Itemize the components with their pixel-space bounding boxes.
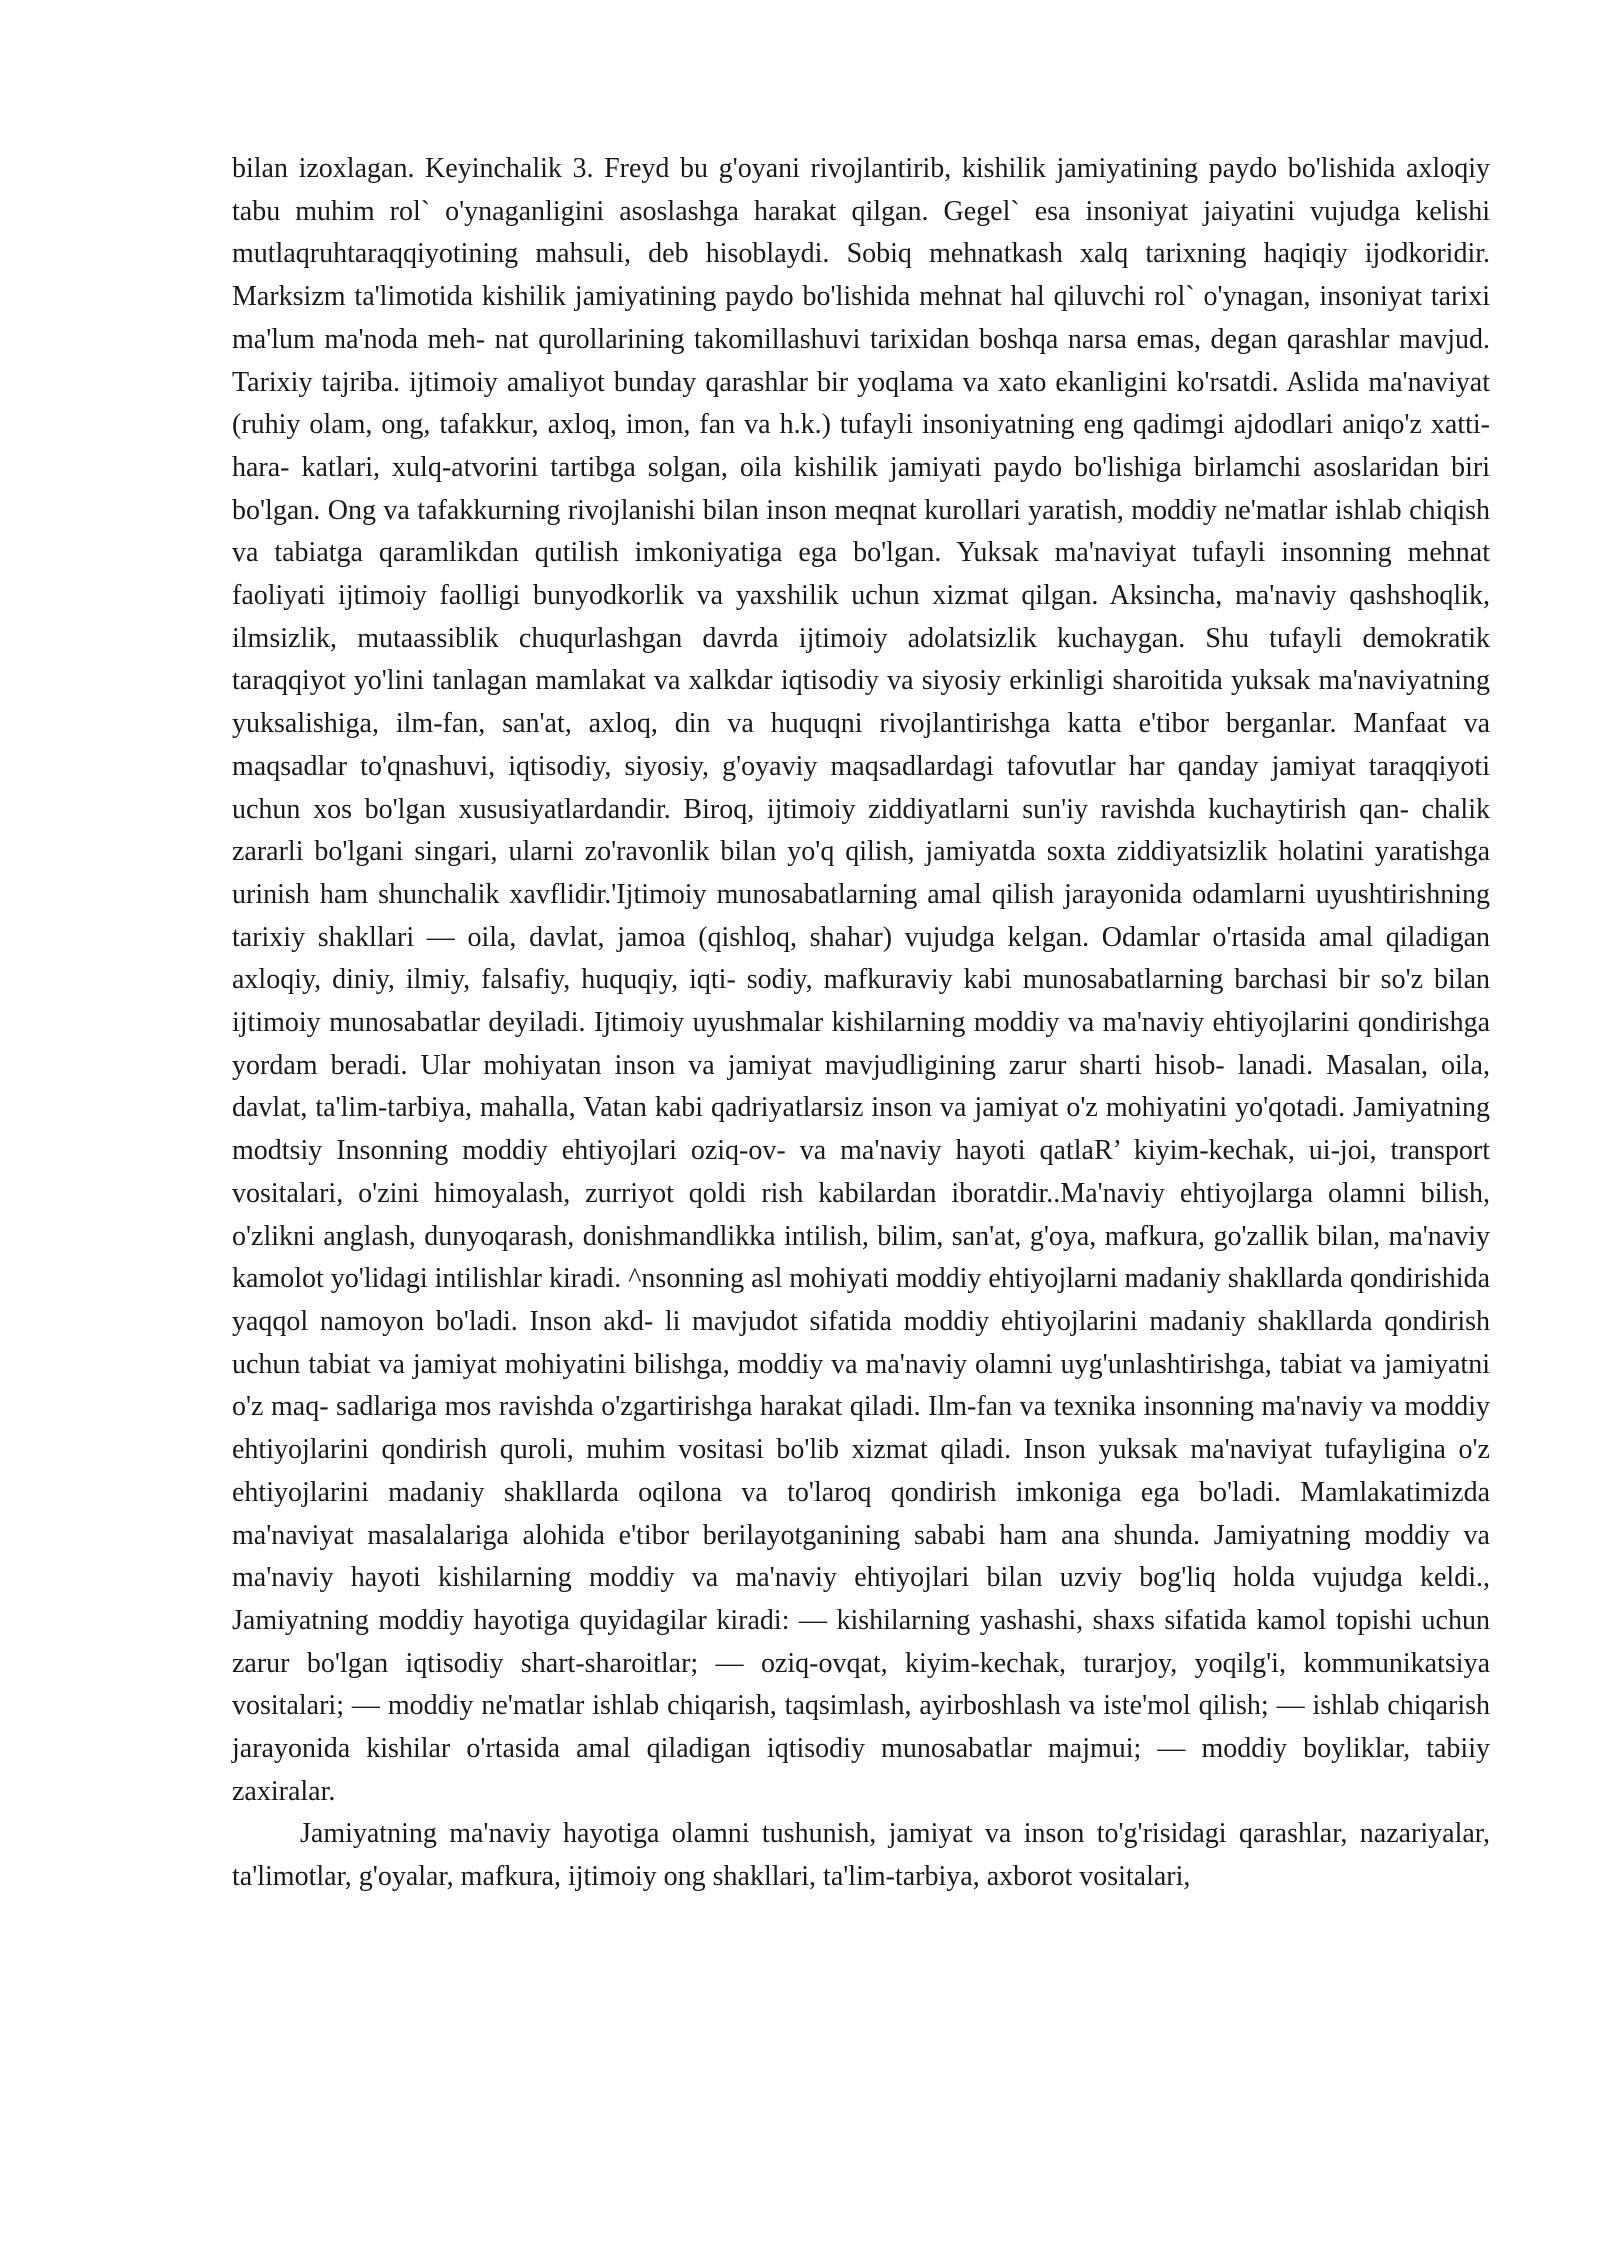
body-paragraph-2: Jamiyatning ma'naviy hayotiga olamni tushunish, jamiyat va inson to'g'risidagi qarashlar, nazariyalar, ta'limotlar, g'oyalar, mafkura, ijtimoiy ong shakllari, ta'lim-tarbiya, axborot vositalari, xyxy=(232,1818,1490,1893)
body-paragraph-1: bilan izoxlagan. Keyinchalik 3. Freyd bu g'oyani rivojlantirib, kishilik jamiyatining paydo bo'lishida axloqiy tabu muhim rol` o'ynaganligini asoslashga harakat qilgan. Gegel` esa insoniyat jaiyatini vujudga kelishi mutlaqruhtaraqqiyotining mahsuli, deb hisoblaydi. Sobiq mehnatkash xalq tarixning haqiqiy ijodkoridir. Marksizm ta'limotida kishilik jamiyatining paydo bo'lishida mehnat hal qiluvchi rol` o'ynagan, insoniyat tarixi ma'lum ma'noda meh- nat qurollarining takomillashuvi tarixidan boshqa narsa emas, degan qarashlar mavjud. Tarixiy tajriba. ijtimoiy amaliyot bunday qarashlar bir yoqlama va xato ekanligini ko'rsatdi. Aslida ma'naviyat (ruhiy olam, ong, tafakkur, axloq, imon, fan va h.k.) tufayli insoniyatning eng qadimgi ajdodlari aniqo'z xatti-hara- katlari, xulq-atvorini tartibga solgan, oila kishilik jamiyati paydo bo'lishiga birlamchi asoslaridan biri bo'lgan. Ong va tafakkurning rivojlanishi bilan inson meqnat kurollari yaratish, moddiy ne'matlar ishlab chiqish va tabiatga qaramlikdan qutilish imkoniyatiga ega bo'lgan. Yuksak ma'naviyat tufayli insonning mehnat faoliyati ijtimoiy faolligi bunyodkorlik va yaxshilik uchun xizmat qilgan. Aksincha, ma'naviy qashshoqlik, ilmsizlik, mutaassiblik chuqurlashgan davrda ijtimoiy adolatsizlik kuchaygan. Shu tufayli demokratik taraqqiyot yo'lini tanlagan mamlakat va xalkdar iqtisodiy va siyosiy erkinligi sharoitida yuksak ma'naviyatning yuksalishiga, ilm-fan, san'at, axloq, din va huquqni rivojlantirishga katta e'tibor berganlar. Manfaat va maqsadlar to'qnashuvi, iqtisodiy, siyosiy, g'oyaviy maqsadlardagi tafovutlar har qanday jamiyat taraqqiyoti uchun xos bo'lgan xususiyatlardandir. Biroq, ijtimoiy ziddiyatlarni sun'iy ravishda kuchaytirish qan- chalik zararli bo'lgani singari, ularni zo'ravonlik bilan yo'q qilish, jamiyatda soxta ziddiyatsizlik holatini yaratishga urinish ham shunchalik xavflidir.'Ijtimoiy munosabatlarning amal qilish jarayonida odamlarni uyushtirishning tarixiy shakllari — oila, davlat, jamoa (qishloq, shahar) vujudga kelgan. Odamlar o'rtasida amal qiladigan axloqiy, diniy, ilmiy, falsafiy, huquqiy, iqti- sodiy, mafkuraviy kabi munosabatlarning barchasi bir so'z bilan ijtimoiy munosabatlar deyiladi. Ijtimoiy uyushmalar kishilarning moddiy va ma'naviy ehtiyojlarini qondirishga yordam beradi. Ular mohiyatan inson va jamiyat mavjudligining zarur sharti hisob- lanadi. Masalan, oila, davlat, ta'lim-tarbiya, mahalla, Vatan kabi qadriyatlarsiz inson va jamiyat o'z mohiyatini yo'qotadi. Jamiyatning modtsiy Insonning moddiy ehtiyojlari oziq-ov- va ma'naviy hayoti qatlaR’ kiyim-kechak, ui-joi, transport vositalari, o'zini himoyalash, zurriyot qoldi rish kabilardan iboratdir..Ma'naviy ehtiyojlarga olamni bilish, o'zlikni anglash, dunyoqarash, donishmandlikka intilish, bilim, san'at, g'oya, mafkura, go'zallik bilan, ma'naviy kamolot yo'lidagi intilishlar kiradi. ^nsonning asl mohiyati moddiy ehtiyojlarni madaniy shakllarda qondirishida yaqqol namoyon bo'ladi. Inson akd- li mavjudot sifatida moddiy ehtiyojlarini madaniy shakllarda qondirish uchun tabiat va jamiyat mohiyatini bilishga, moddiy va ma'naviy olamni uyg'unlashtirishga, tabiat va jamiyatni o'z maq- sadlariga mos ravishda o'zgartirishga harakat qiladi. Ilm-fan va texnika insonning ma'naviy va moddiy ehtiyojlarini qondirish quroli, muhim vositasi bo'lib xizmat qiladi. Inson yuksak ma'naviyat tufayligina o'z ehtiyojlarini madaniy shakllarda oqilona va to'laroq qondirish imkoniga ega bo'ladi. Mamlakatimizda ma'naviyat masalalariga alohida e'tibor berilayotganining sababi ham ana shunda. Jamiyatning moddiy va ma'naviy hayoti kishilarning moddiy va ma'naviy ehtiyojlari bilan uzviy bog'liq holda vujudga keldi., Jamiyatning moddiy hayotiga quyidagilar kiradi: — kishilarning yashashi, shaxs sifatida kamol topishi uchun zarur bo'lgan iqtisodiy shart-sharoitlar; — oziq-ovqat, kiyim-kechak, turarjoy, yoqilg'i, kommunikatsiya vositalari; — moddiy ne'matlar ishlab chiqarish, taqsimlash, ayirboshlash va iste'mol qilish; — ishlab chiqarish jarayonida kishilar o'rtasida amal qiladigan iqtisodiy munosabatlar majmui; — moddiy boyliklar, tabiiy zaxiralar. xyxy=(232,153,1490,1807)
document-page xyxy=(232,148,1490,1899)
